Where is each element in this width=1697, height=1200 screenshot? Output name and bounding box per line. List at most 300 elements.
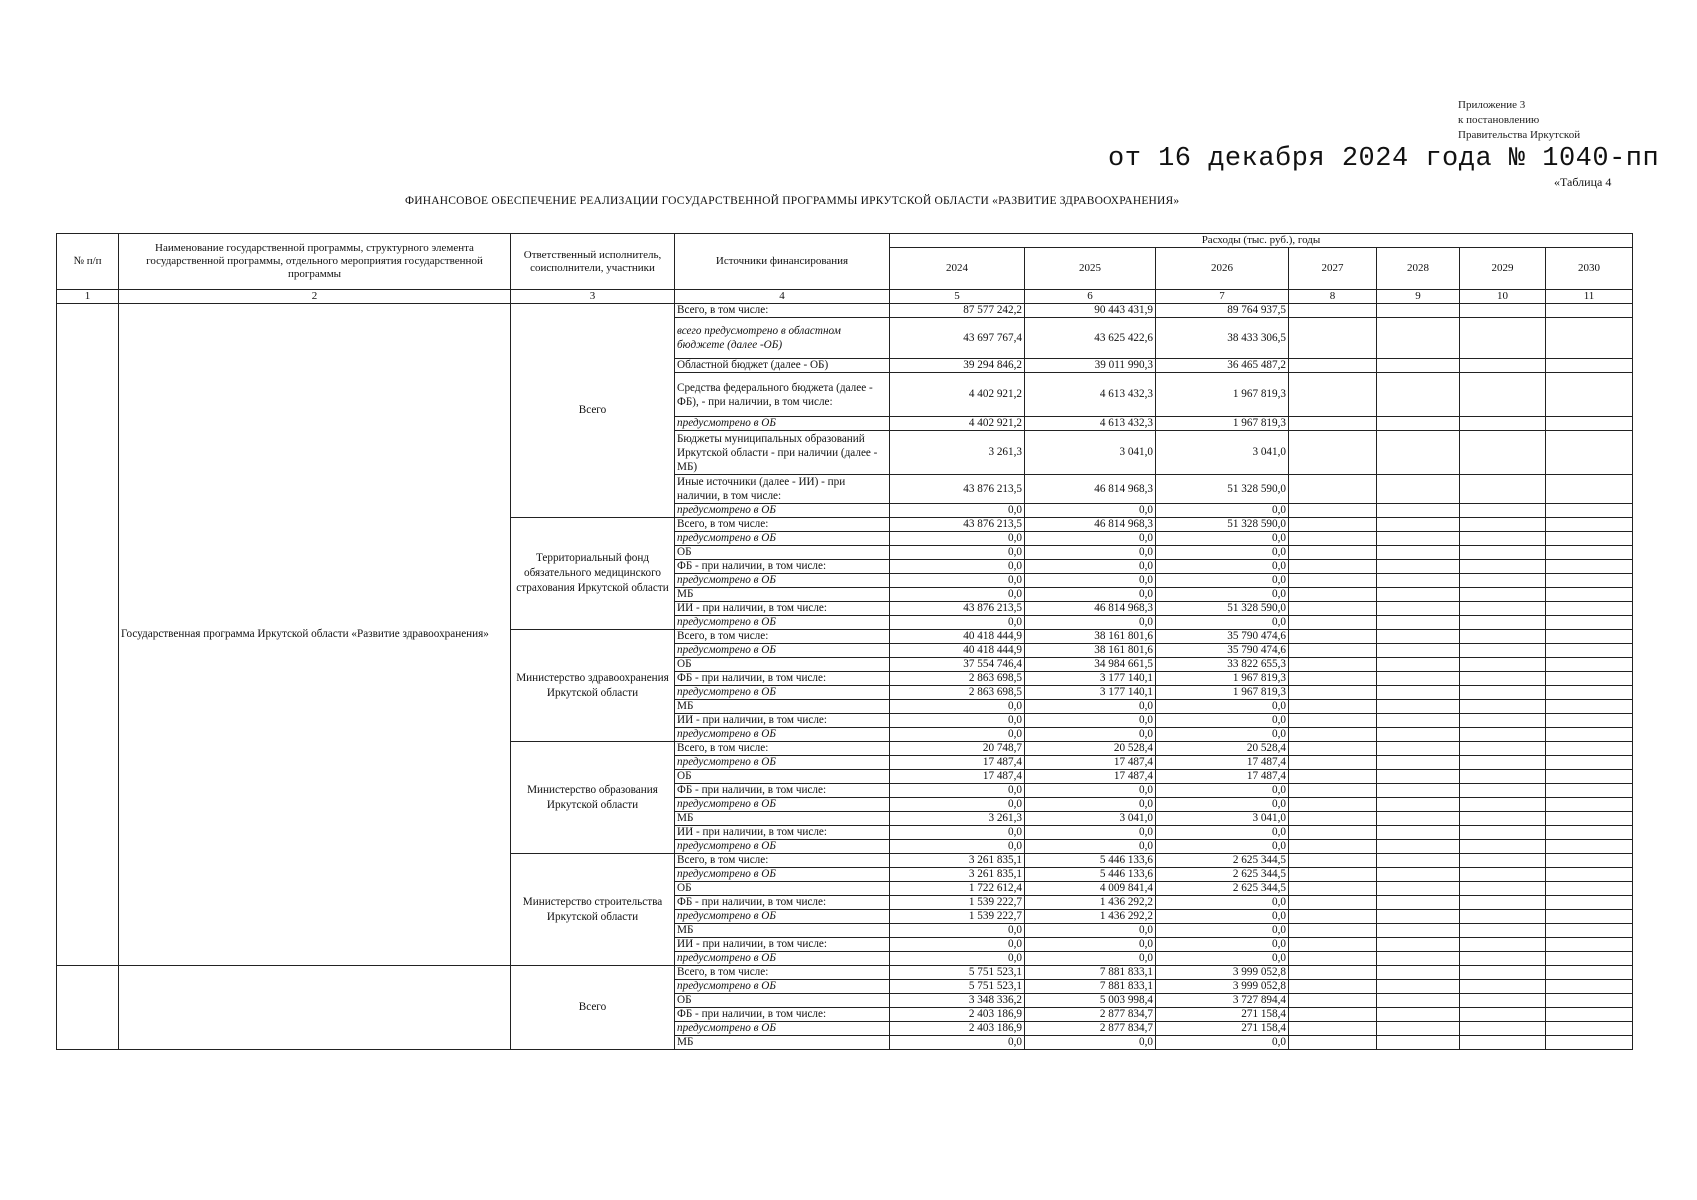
amount-cell (1460, 532, 1546, 546)
amount-cell (1546, 980, 1633, 994)
amount-cell (1377, 475, 1460, 504)
amount-cell: 0,0 (890, 728, 1025, 742)
amount-cell (1377, 1008, 1460, 1022)
amount-cell (1289, 359, 1377, 373)
amount-cell (1546, 938, 1633, 952)
amount-cell: 1 967 819,3 (1156, 373, 1289, 417)
amount-cell: 3 041,0 (1156, 812, 1289, 826)
amount-cell (1289, 318, 1377, 359)
appendix-note (1458, 98, 1580, 143)
header-year: 2027 (1289, 248, 1377, 290)
amount-cell: 2 625 344,5 (1156, 854, 1289, 868)
amount-cell (1546, 896, 1633, 910)
header-index: 7 (1156, 290, 1289, 304)
amount-cell (1546, 854, 1633, 868)
amount-cell (1460, 304, 1546, 318)
amount-cell (1546, 700, 1633, 714)
amount-cell: 0,0 (890, 560, 1025, 574)
funding-source: МБ (675, 700, 890, 714)
funding-source: ОБ (675, 770, 890, 784)
amount-cell (1377, 924, 1460, 938)
header-index: 2 (119, 290, 511, 304)
amount-cell (1546, 588, 1633, 602)
header-index: 10 (1460, 290, 1546, 304)
amount-cell (1546, 431, 1633, 475)
program-name: Государственная программа Иркутской области «Развитие здравоохранения» (119, 304, 511, 966)
amount-cell (1546, 560, 1633, 574)
amount-cell (1546, 1036, 1633, 1050)
amount-cell: 1 967 819,3 (1156, 686, 1289, 700)
amount-cell: 46 814 968,3 (1025, 602, 1156, 616)
amount-cell (1546, 798, 1633, 812)
amount-cell: 3 999 052,8 (1156, 966, 1289, 980)
amount-cell: 0,0 (1025, 840, 1156, 854)
amount-cell: 0,0 (1156, 826, 1289, 840)
amount-cell: 3 999 052,8 (1156, 980, 1289, 994)
amount-cell (1546, 475, 1633, 504)
amount-cell: 51 328 590,0 (1156, 518, 1289, 532)
amount-cell (1289, 574, 1377, 588)
amount-cell: 38 161 801,6 (1025, 644, 1156, 658)
amount-cell (1377, 672, 1460, 686)
amount-cell: 0,0 (890, 840, 1025, 854)
amount-cell (1460, 812, 1546, 826)
amount-cell: 17 487,4 (1025, 756, 1156, 770)
amount-cell (1460, 431, 1546, 475)
header-index: 6 (1025, 290, 1156, 304)
amount-cell (1289, 560, 1377, 574)
amount-cell: 2 863 698,5 (890, 686, 1025, 700)
amount-cell (1546, 1008, 1633, 1022)
amount-cell: 3 727 894,4 (1156, 994, 1289, 1008)
amount-cell (1460, 882, 1546, 896)
amount-cell: 0,0 (1156, 784, 1289, 798)
amount-cell (1377, 658, 1460, 672)
amount-cell (1377, 910, 1460, 924)
funding-source: ОБ (675, 882, 890, 896)
amount-cell (1289, 373, 1377, 417)
amount-cell: 0,0 (1025, 560, 1156, 574)
amount-cell (1377, 546, 1460, 560)
amount-cell: 2 863 698,5 (890, 672, 1025, 686)
amount-cell (1377, 784, 1460, 798)
funding-source: Иные источники (далее - ИИ) - при наличии, в том числе: (675, 475, 890, 504)
amount-cell: 0,0 (1156, 574, 1289, 588)
amount-cell: 0,0 (890, 588, 1025, 602)
executor-cell: Министерство здравоохранения Иркутской области (511, 630, 675, 742)
amount-cell (1377, 714, 1460, 728)
header-index: 9 (1377, 290, 1460, 304)
amount-cell (1289, 431, 1377, 475)
amount-cell (1289, 728, 1377, 742)
amount-cell (1377, 700, 1460, 714)
amount-cell (1546, 644, 1633, 658)
amount-cell (1546, 504, 1633, 518)
amount-cell (1546, 882, 1633, 896)
amount-cell: 0,0 (890, 826, 1025, 840)
amount-cell (1377, 686, 1460, 700)
amount-cell (1377, 840, 1460, 854)
amount-cell (1460, 966, 1546, 980)
appendix-line: Приложение 3 (1458, 99, 1526, 111)
amount-cell: 20 528,4 (1156, 742, 1289, 756)
amount-cell: 34 984 661,5 (1025, 658, 1156, 672)
amount-cell: 39 011 990,3 (1025, 359, 1156, 373)
amount-cell (1460, 938, 1546, 952)
amount-cell: 20 528,4 (1025, 742, 1156, 756)
amount-cell (1546, 742, 1633, 756)
amount-cell (1460, 784, 1546, 798)
funding-source: предусмотрено в ОБ (675, 644, 890, 658)
header-num: № п/п (57, 234, 119, 290)
amount-cell: 0,0 (890, 574, 1025, 588)
amount-cell: 3 041,0 (1156, 431, 1289, 475)
amount-cell: 0,0 (1025, 546, 1156, 560)
amount-cell: 0,0 (1156, 700, 1289, 714)
amount-cell (1546, 714, 1633, 728)
amount-cell: 1 539 222,7 (890, 896, 1025, 910)
amount-cell: 0,0 (890, 1036, 1025, 1050)
amount-cell (1289, 882, 1377, 896)
amount-cell: 3 261,3 (890, 812, 1025, 826)
amount-cell: 17 487,4 (1025, 770, 1156, 784)
amount-cell: 0,0 (890, 700, 1025, 714)
amount-cell: 0,0 (890, 938, 1025, 952)
amount-cell (1377, 868, 1460, 882)
row-number-cell (57, 304, 119, 966)
amount-cell (1460, 658, 1546, 672)
amount-cell: 4 613 432,3 (1025, 373, 1156, 417)
amount-cell (1377, 798, 1460, 812)
amount-cell (1546, 373, 1633, 417)
amount-cell (1460, 700, 1546, 714)
amount-cell (1289, 714, 1377, 728)
amount-cell: 3 261 835,1 (890, 868, 1025, 882)
amount-cell (1289, 868, 1377, 882)
amount-cell (1460, 588, 1546, 602)
amount-cell: 0,0 (1156, 924, 1289, 938)
amount-cell: 0,0 (1025, 826, 1156, 840)
amount-cell (1289, 644, 1377, 658)
appendix-line: Правительства Иркутской (1458, 129, 1581, 141)
funding-source: ФБ - при наличии, в том числе: (675, 784, 890, 798)
header-index: 5 (890, 290, 1025, 304)
amount-cell (1377, 630, 1460, 644)
amount-cell: 43 625 422,6 (1025, 318, 1156, 359)
amount-cell (1289, 417, 1377, 431)
amount-cell (1460, 896, 1546, 910)
row-number-cell (57, 966, 119, 1050)
funding-source: ИИ - при наличии, в том числе: (675, 938, 890, 952)
amount-cell: 46 814 968,3 (1025, 518, 1156, 532)
amount-cell: 0,0 (890, 532, 1025, 546)
amount-cell: 0,0 (1156, 840, 1289, 854)
header-index: 11 (1546, 290, 1633, 304)
amount-cell (1377, 812, 1460, 826)
amount-cell: 0,0 (1025, 532, 1156, 546)
amount-cell (1377, 770, 1460, 784)
amount-cell: 0,0 (1156, 798, 1289, 812)
element-name-cell (119, 966, 511, 1050)
amount-cell: 40 418 444,9 (890, 644, 1025, 658)
executor-cell: Всего (511, 304, 675, 518)
amount-cell (1546, 994, 1633, 1008)
header-index: 4 (675, 290, 890, 304)
amount-cell (1377, 728, 1460, 742)
amount-cell (1377, 882, 1460, 896)
decree-stamp: от 16 декабря 2024 года № 1040-пп (1108, 144, 1660, 174)
amount-cell (1546, 359, 1633, 373)
document-title: ФИНАНСОВОЕ ОБЕСПЕЧЕНИЕ РЕАЛИЗАЦИИ ГОСУДАРСТВЕННОЙ ПРОГРАММЫ ИРКУТСКОЙ ОБЛАСТИ «РАЗВИТИЕ ЗДРАВООХРАНЕНИЯ» (405, 195, 1180, 207)
amount-cell (1460, 826, 1546, 840)
funding-source: предусмотрено в ОБ (675, 532, 890, 546)
amount-cell (1460, 910, 1546, 924)
header-name: Наименование государственной программы, структурного элемента государственной программы, отдельного мероприятия государственной программы (119, 234, 511, 290)
amount-cell: 40 418 444,9 (890, 630, 1025, 644)
amount-cell (1546, 826, 1633, 840)
amount-cell: 39 294 846,2 (890, 359, 1025, 373)
funding-source: Всего, в том числе: (675, 966, 890, 980)
amount-cell: 2 877 834,7 (1025, 1008, 1156, 1022)
amount-cell (1289, 896, 1377, 910)
amount-cell: 0,0 (890, 546, 1025, 560)
amount-cell (1289, 1022, 1377, 1036)
amount-cell (1289, 854, 1377, 868)
amount-cell (1289, 910, 1377, 924)
amount-cell: 0,0 (1156, 938, 1289, 952)
amount-cell (1377, 504, 1460, 518)
amount-cell (1460, 1022, 1546, 1036)
amount-cell (1460, 728, 1546, 742)
amount-cell (1460, 952, 1546, 966)
amount-cell: 0,0 (890, 924, 1025, 938)
amount-cell (1546, 532, 1633, 546)
amount-cell (1460, 616, 1546, 630)
amount-cell: 17 487,4 (890, 770, 1025, 784)
amount-cell: 1 436 292,2 (1025, 896, 1156, 910)
amount-cell (1460, 1036, 1546, 1050)
amount-cell (1546, 574, 1633, 588)
funding-source: ОБ (675, 658, 890, 672)
executor-cell: Министерство строительства Иркутской области (511, 854, 675, 966)
amount-cell (1460, 742, 1546, 756)
funding-source: Всего, в том числе: (675, 854, 890, 868)
amount-cell: 0,0 (1156, 532, 1289, 546)
amount-cell: 2 877 834,7 (1025, 1022, 1156, 1036)
header-index: 1 (57, 290, 119, 304)
amount-cell (1289, 756, 1377, 770)
amount-cell: 2 403 186,9 (890, 1022, 1025, 1036)
amount-cell (1546, 756, 1633, 770)
amount-cell (1289, 700, 1377, 714)
amount-cell (1377, 373, 1460, 417)
amount-cell: 5 003 998,4 (1025, 994, 1156, 1008)
amount-cell (1289, 966, 1377, 980)
amount-cell (1377, 359, 1460, 373)
funding-source: ФБ - при наличии, в том числе: (675, 1008, 890, 1022)
appendix-line: к постановлению (1458, 114, 1540, 126)
amount-cell: 3 348 336,2 (890, 994, 1025, 1008)
amount-cell: 36 465 487,2 (1156, 359, 1289, 373)
amount-cell (1460, 798, 1546, 812)
funding-source: предусмотрено в ОБ (675, 868, 890, 882)
amount-cell (1377, 304, 1460, 318)
amount-cell (1546, 1022, 1633, 1036)
amount-cell: 0,0 (1025, 798, 1156, 812)
amount-cell (1289, 686, 1377, 700)
amount-cell (1460, 686, 1546, 700)
amount-cell: 0,0 (1156, 560, 1289, 574)
amount-cell (1289, 475, 1377, 504)
amount-cell (1546, 546, 1633, 560)
header-year: 2025 (1025, 248, 1156, 290)
amount-cell (1460, 868, 1546, 882)
amount-cell (1460, 840, 1546, 854)
amount-cell: 17 487,4 (1156, 770, 1289, 784)
amount-cell (1289, 546, 1377, 560)
amount-cell: 46 814 968,3 (1025, 475, 1156, 504)
header-executor: Ответственный исполнитель, соисполнители, участники (511, 234, 675, 290)
amount-cell: 0,0 (1025, 1036, 1156, 1050)
amount-cell: 87 577 242,2 (890, 304, 1025, 318)
amount-cell (1546, 840, 1633, 854)
funding-source: предусмотрено в ОБ (675, 756, 890, 770)
amount-cell: 37 554 746,4 (890, 658, 1025, 672)
amount-cell: 2 625 344,5 (1156, 868, 1289, 882)
amount-cell: 0,0 (1025, 952, 1156, 966)
amount-cell (1460, 518, 1546, 532)
funding-source: ИИ - при наличии, в том числе: (675, 714, 890, 728)
amount-cell: 3 041,0 (1025, 431, 1156, 475)
amount-cell: 0,0 (1156, 504, 1289, 518)
amount-cell (1289, 840, 1377, 854)
amount-cell: 5 751 523,1 (890, 980, 1025, 994)
amount-cell (1377, 417, 1460, 431)
amount-cell (1289, 1008, 1377, 1022)
amount-cell (1546, 686, 1633, 700)
amount-cell (1377, 756, 1460, 770)
amount-cell (1546, 318, 1633, 359)
amount-cell: 0,0 (890, 616, 1025, 630)
funding-source: Всего, в том числе: (675, 742, 890, 756)
amount-cell (1377, 588, 1460, 602)
amount-cell (1377, 966, 1460, 980)
amount-cell: 1 539 222,7 (890, 910, 1025, 924)
funding-source: Всего, в том числе: (675, 304, 890, 318)
amount-cell (1289, 798, 1377, 812)
amount-cell: 0,0 (1156, 616, 1289, 630)
amount-cell (1289, 532, 1377, 546)
amount-cell (1289, 518, 1377, 532)
amount-cell: 0,0 (1025, 784, 1156, 798)
amount-cell (1289, 1036, 1377, 1050)
amount-cell: 4 402 921,2 (890, 373, 1025, 417)
amount-cell: 5 446 133,6 (1025, 854, 1156, 868)
amount-cell (1289, 304, 1377, 318)
amount-cell (1460, 417, 1546, 431)
amount-cell: 0,0 (890, 504, 1025, 518)
amount-cell (1289, 938, 1377, 952)
amount-cell: 0,0 (1025, 938, 1156, 952)
amount-cell (1460, 644, 1546, 658)
amount-cell (1377, 994, 1460, 1008)
amount-cell: 20 748,7 (890, 742, 1025, 756)
amount-cell (1546, 630, 1633, 644)
amount-cell: 3 261 835,1 (890, 854, 1025, 868)
amount-cell (1289, 980, 1377, 994)
amount-cell (1460, 672, 1546, 686)
funding-source: МБ (675, 924, 890, 938)
amount-cell (1460, 854, 1546, 868)
amount-cell: 17 487,4 (1156, 756, 1289, 770)
amount-cell (1377, 826, 1460, 840)
amount-cell (1460, 994, 1546, 1008)
amount-cell (1377, 896, 1460, 910)
amount-cell: 43 876 213,5 (890, 475, 1025, 504)
executor-cell: Территориальный фонд обязательного медицинского страхования Иркутской области (511, 518, 675, 630)
amount-cell: 1 436 292,2 (1025, 910, 1156, 924)
amount-cell (1460, 318, 1546, 359)
amount-cell: 7 881 833,1 (1025, 966, 1156, 980)
funding-source: ФБ - при наличии, в том числе: (675, 896, 890, 910)
amount-cell (1546, 952, 1633, 966)
header-expenses: Расходы (тыс. руб.), годы (890, 234, 1633, 248)
funding-source: МБ (675, 1036, 890, 1050)
amount-cell (1546, 417, 1633, 431)
amount-cell: 0,0 (1025, 504, 1156, 518)
amount-cell: 0,0 (1025, 728, 1156, 742)
funding-source: предусмотрено в ОБ (675, 980, 890, 994)
amount-cell (1377, 938, 1460, 952)
amount-cell: 0,0 (1156, 1036, 1289, 1050)
amount-cell: 35 790 474,6 (1156, 644, 1289, 658)
amount-cell: 43 697 767,4 (890, 318, 1025, 359)
amount-cell (1377, 1036, 1460, 1050)
amount-cell (1460, 714, 1546, 728)
funding-source: предусмотрено в ОБ (675, 417, 890, 431)
amount-cell (1377, 980, 1460, 994)
amount-cell (1460, 1008, 1546, 1022)
funding-source: ИИ - при наличии, в том числе: (675, 826, 890, 840)
amount-cell: 38 433 306,5 (1156, 318, 1289, 359)
amount-cell (1289, 952, 1377, 966)
amount-cell: 0,0 (1156, 546, 1289, 560)
amount-cell: 0,0 (1156, 896, 1289, 910)
funding-source: предусмотрено в ОБ (675, 616, 890, 630)
funding-source: ОБ (675, 994, 890, 1008)
amount-cell (1460, 756, 1546, 770)
amount-cell (1460, 630, 1546, 644)
amount-cell (1289, 994, 1377, 1008)
amount-cell (1377, 532, 1460, 546)
amount-cell (1460, 770, 1546, 784)
amount-cell: 43 876 213,5 (890, 518, 1025, 532)
amount-cell: 3 177 140,1 (1025, 686, 1156, 700)
amount-cell: 5 446 133,6 (1025, 868, 1156, 882)
funding-source: предусмотрено в ОБ (675, 574, 890, 588)
funding-source: предусмотрено в ОБ (675, 686, 890, 700)
amount-cell (1289, 784, 1377, 798)
amount-cell: 2 625 344,5 (1156, 882, 1289, 896)
amount-cell (1546, 728, 1633, 742)
amount-cell: 51 328 590,0 (1156, 475, 1289, 504)
amount-cell (1377, 854, 1460, 868)
amount-cell (1289, 924, 1377, 938)
funding-source: предусмотрено в ОБ (675, 798, 890, 812)
amount-cell: 4 613 432,3 (1025, 417, 1156, 431)
amount-cell (1289, 672, 1377, 686)
amount-cell: 0,0 (1156, 952, 1289, 966)
